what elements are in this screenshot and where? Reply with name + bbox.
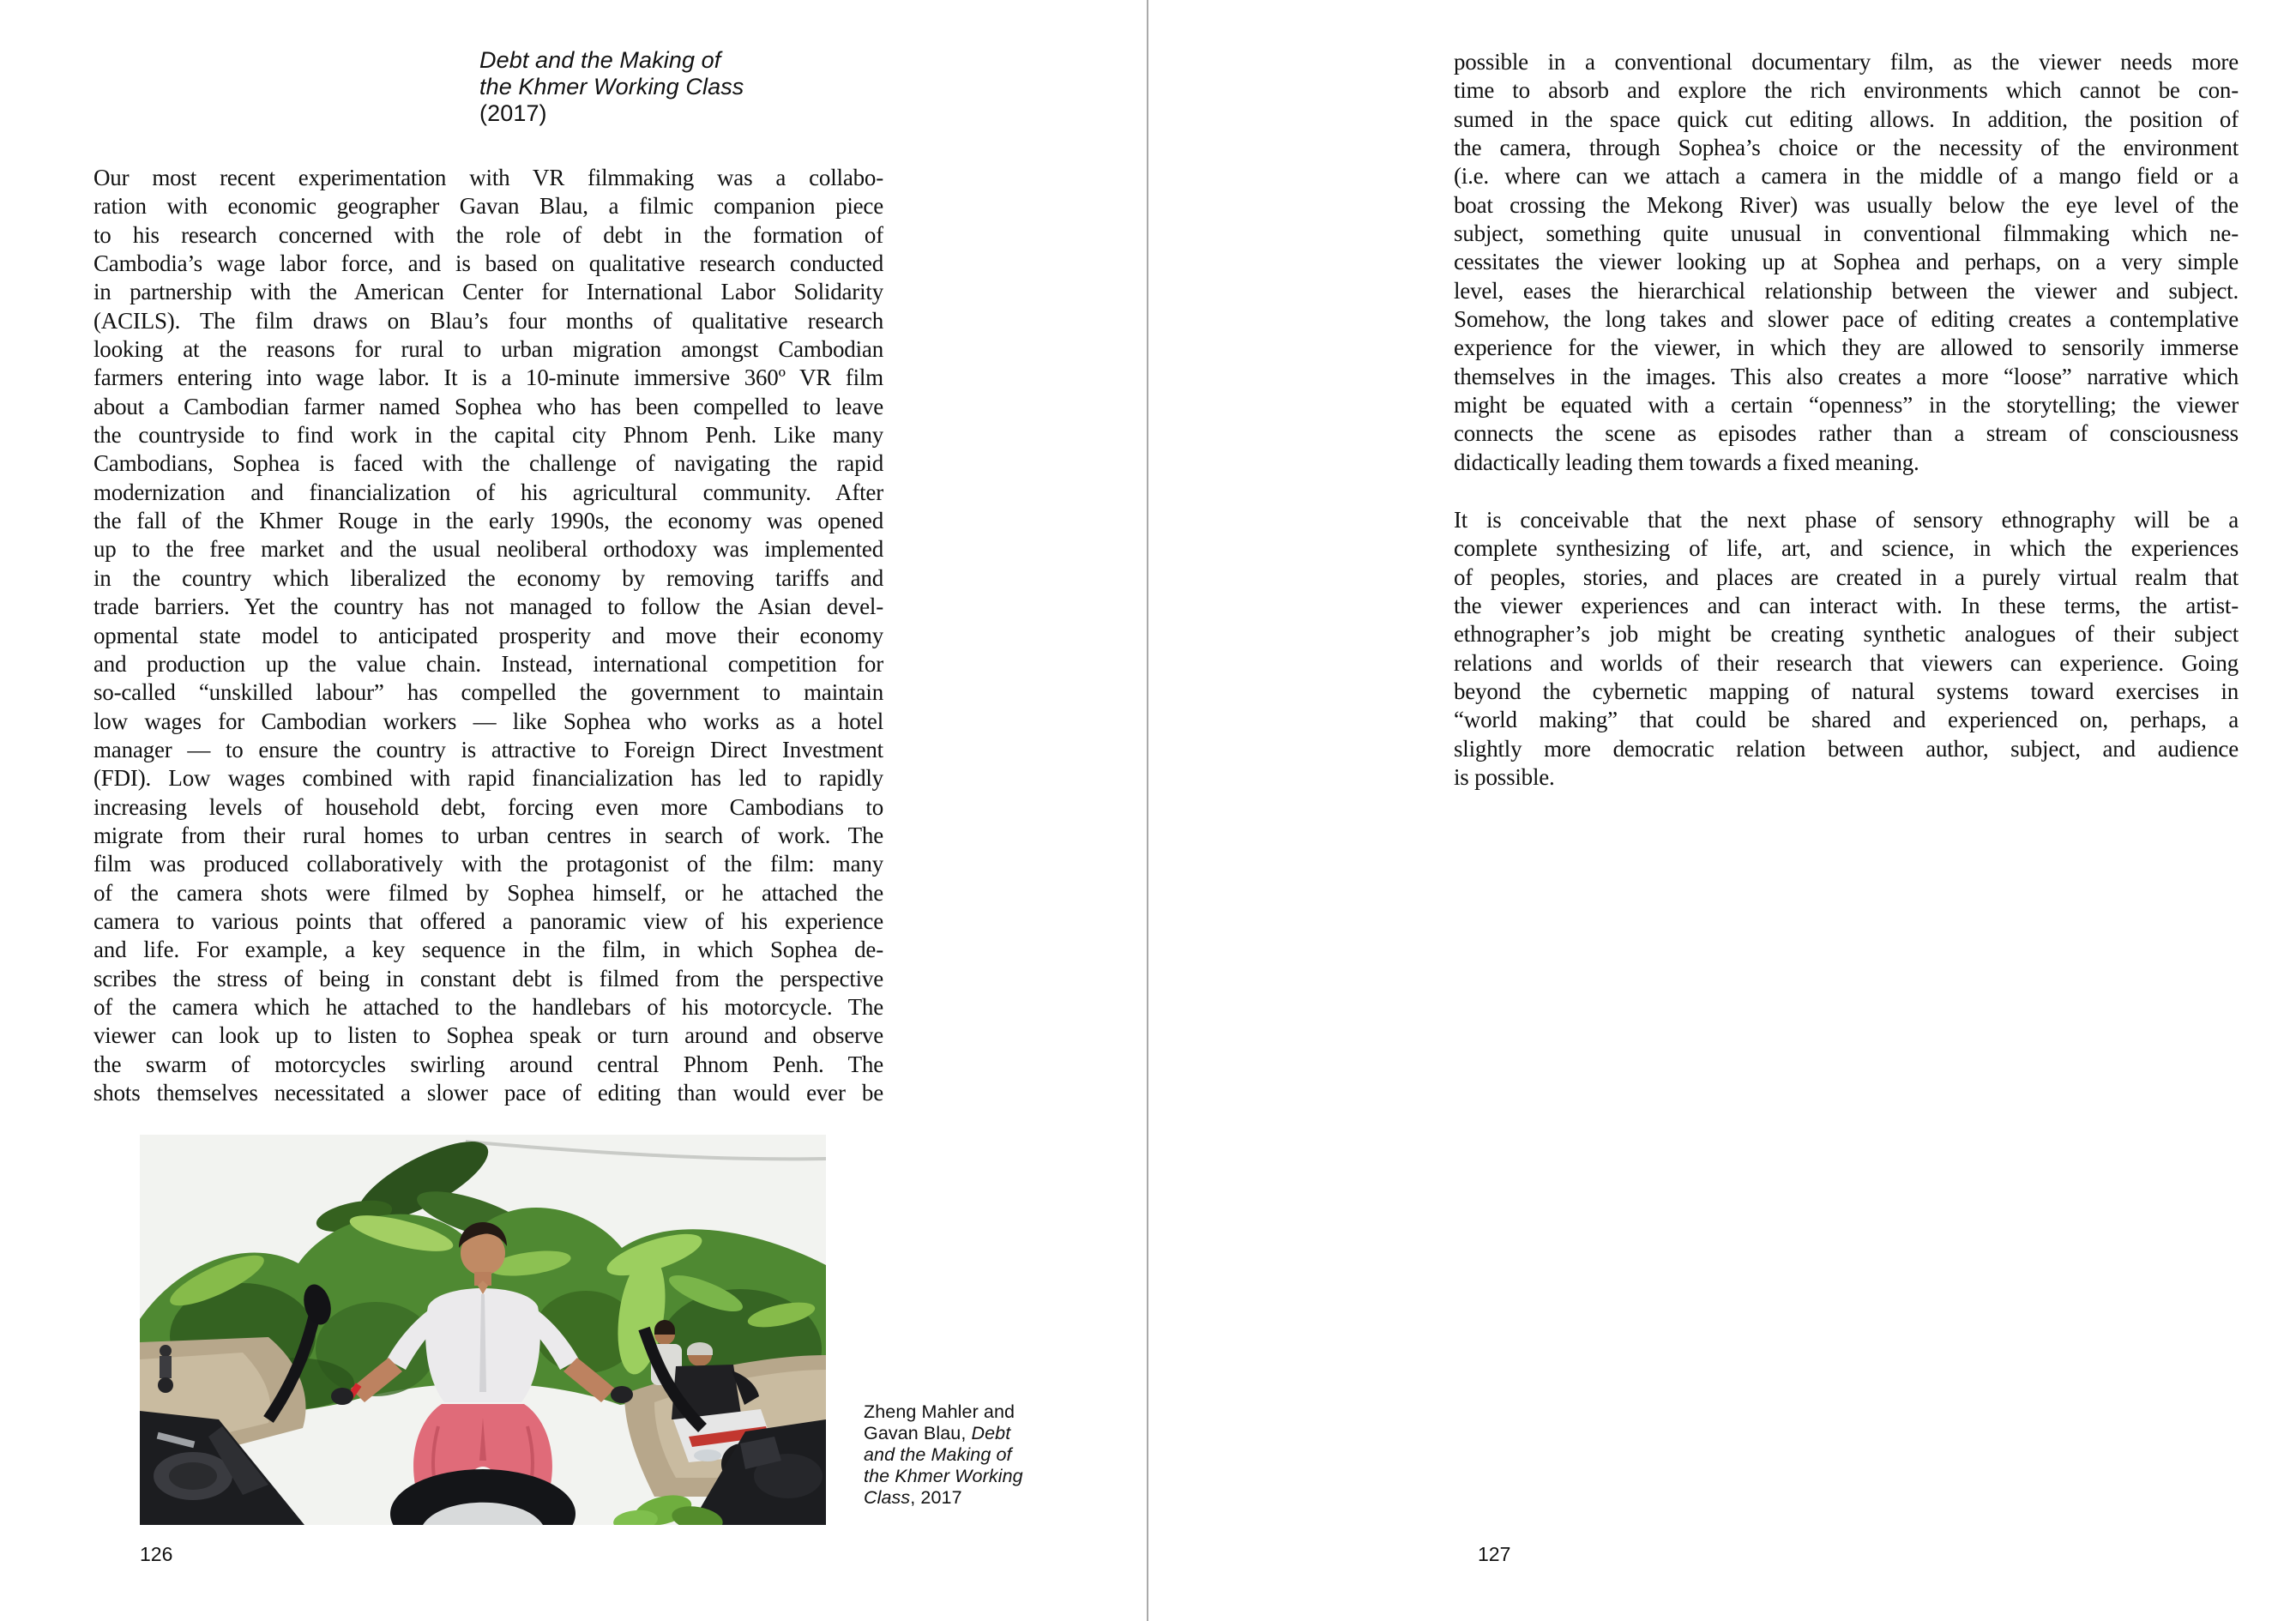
text-line: so-called “unskilled labour” has compelled the government to maintain (93, 679, 883, 706)
text-line: might be equated with a certain “openness” in the storytelling; the viewer (1454, 392, 2239, 419)
text-line: low wages for Cambodian workers — like Sophea who works as a hotel (93, 708, 883, 734)
text-line: (ACILS). The film draws on Blau’s four months of qualitative research (93, 307, 883, 334)
text-line: sumed in the space quick cut editing allows. In addition, the position of (1454, 105, 2239, 132)
text-line: beyond the cybernetic mapping of natural systems toward exercises in (1454, 678, 2239, 705)
text-line: is possible. (1454, 764, 1555, 791)
text-line: relations and worlds of their research that viewers can experience. Going (1454, 649, 2239, 676)
body-text-right-paragraph-2 (1454, 506, 2239, 792)
heading-line-1: Debt and the Making of (479, 47, 721, 73)
text-line: complete synthesizing of life, art, and science, in which the experiences (1454, 535, 2239, 562)
caption-line: Class, 2017 (864, 1487, 962, 1508)
text-line: (i.e. where can we attach a camera in the middle of a mango field or a (1454, 163, 2239, 190)
text-line: boat crossing the Mekong River) was usually below the eye level of the (1454, 191, 2239, 218)
text-line: time to absorb and explore the rich environments which cannot be con- (1454, 77, 2239, 104)
caption-line: Zheng Mahler and (864, 1401, 1015, 1422)
text-line: looking at the reasons for rural to urban migration amongst Cambodian (93, 336, 883, 363)
text-line: trade barriers. Yet the country has not managed to follow the Asian devel- (93, 594, 883, 620)
text-line: connects the scene as episodes rather than a stream of consciousness (1454, 420, 2239, 447)
heading-line-2: the Khmer Working Class (479, 74, 744, 99)
text-line: migrate from their rural homes to urban centres in search of work. The (93, 822, 883, 848)
text-line: Cambodians, Sophea is faced with the challenge of navigating the rapid (93, 450, 883, 477)
text-line: subject, something quite unusual in conventional filmmaking which ne- (1454, 220, 2239, 247)
vr-still-photo (140, 1135, 826, 1525)
text-line: about a Cambodian farmer named Sophea who has been compelled to leave (93, 393, 883, 419)
text-line: farmers entering into wage labor. It is a 10-minute immersive 360º VR film (93, 365, 883, 391)
text-line: experience for the viewer, in which they are allowed to sensorily immerse (1454, 334, 2239, 361)
text-line: and production up the value chain. Instead, international competition for (93, 650, 883, 677)
body-text-right-paragraph-1 (1454, 48, 2239, 477)
text-line: Cambodia’s wage labor force, and is based on qualitative research conducted (93, 250, 883, 277)
text-line: modernization and financialization of his agricultural community. After (93, 479, 883, 505)
work-title-heading (479, 47, 891, 127)
text-line: film was produced collaboratively with the protagonist of the film: many (93, 851, 883, 877)
text-line: the viewer experiences and can interact with. In these terms, the artist- (1454, 593, 2239, 619)
heading-year: (2017) (479, 100, 547, 126)
text-line: slightly more democratic relation between author, subject, and audience (1454, 735, 2239, 762)
text-line: to his research concerned with the role of debt in the formation of (93, 221, 883, 248)
text-line: of the camera shots were filmed by Sophea himself, or he attached the (93, 879, 883, 906)
text-line: possible in a conventional documentary film, as the viewer needs more (1454, 49, 2239, 75)
text-line: ethnographer’s job might be creating synthetic analogues of their subject (1454, 621, 2239, 648)
text-line: the swarm of motorcycles swirling around central Phnom Penh. The (93, 1051, 883, 1077)
text-line: didactically leading them towards a fixed meaning. (1454, 449, 1919, 475)
text-line: level, eases the hierarchical relationship between the viewer and subject. (1454, 277, 2239, 304)
text-line: camera to various points that offered a panoramic view of his experience (93, 907, 883, 934)
caption-line: and the Making of (864, 1444, 1012, 1465)
text-line: of the camera which he attached to the handlebars of his motorcycle. The (93, 993, 883, 1020)
page-gutter-line (1147, 0, 1148, 1621)
text-line: shots themselves necessitated a slower pace of editing than would ever be (93, 1080, 883, 1106)
text-line: of peoples, stories, and places are created in a purely virtual realm that (1454, 563, 2239, 590)
text-line: It is conceivable that the next phase of sensory ethnography will be a (1454, 507, 2239, 533)
caption-line: Gavan Blau, Debt (864, 1423, 1011, 1443)
text-line: themselves in the images. This also creates a more “loose” narrative which (1454, 363, 2239, 389)
text-line: (FDI). Low wages combined with rapid financialization has led to rapidly (93, 765, 883, 792)
text-line: increasing levels of household debt, forcing even more Cambodians to (93, 793, 883, 820)
text-line: the countryside to find work in the capital city Phnom Penh. Like many (93, 422, 883, 449)
text-line: manager — to ensure the country is attractive to Foreign Direct Investment (93, 736, 883, 762)
text-line: viewer can look up to listen to Sophea speak or turn around and observe (93, 1022, 883, 1049)
text-line: cessitates the viewer looking up at Sophea and perhaps, on a very simple (1454, 249, 2239, 275)
text-line: scribes the stress of being in constant debt is filmed from the perspective (93, 965, 883, 991)
vr-still-illustration (140, 1135, 826, 1525)
text-line: up to the free market and the usual neoliberal orthodoxy was implemented (93, 536, 883, 563)
page-number-left: 126 (140, 1543, 173, 1565)
text-line: in the country which liberalized the economy by removing tariffs and (93, 564, 883, 591)
text-line: “world making” that could be shared and experienced on, perhaps, a (1454, 707, 2239, 733)
caption-line: the Khmer Working (864, 1466, 1023, 1486)
text-line: the fall of the Khmer Rouge in the early 1990s, the economy was opened (93, 508, 883, 534)
text-line: ration with economic geographer Gavan Blau, a filmic companion piece (93, 193, 883, 220)
page-number-right: 127 (1478, 1543, 1511, 1565)
text-line: in partnership with the American Center for International Labor Solidarity (93, 279, 883, 305)
body-text-left-column (93, 164, 883, 1107)
text-line: and life. For example, a key sequence in the film, in which Sophea de- (93, 937, 883, 963)
text-line: Our most recent experimentation with VR filmmaking was a collabo- (93, 165, 883, 190)
text-line: Somehow, the long takes and slower pace of editing creates a contemplative (1454, 306, 2239, 333)
distant-rider (158, 1345, 173, 1393)
text-line: the camera, through Sophea’s choice or the necessity of the environment (1454, 135, 2239, 161)
text-line: opmental state model to anticipated prosperity and move their economy (93, 622, 883, 648)
image-caption (864, 1401, 1104, 1509)
